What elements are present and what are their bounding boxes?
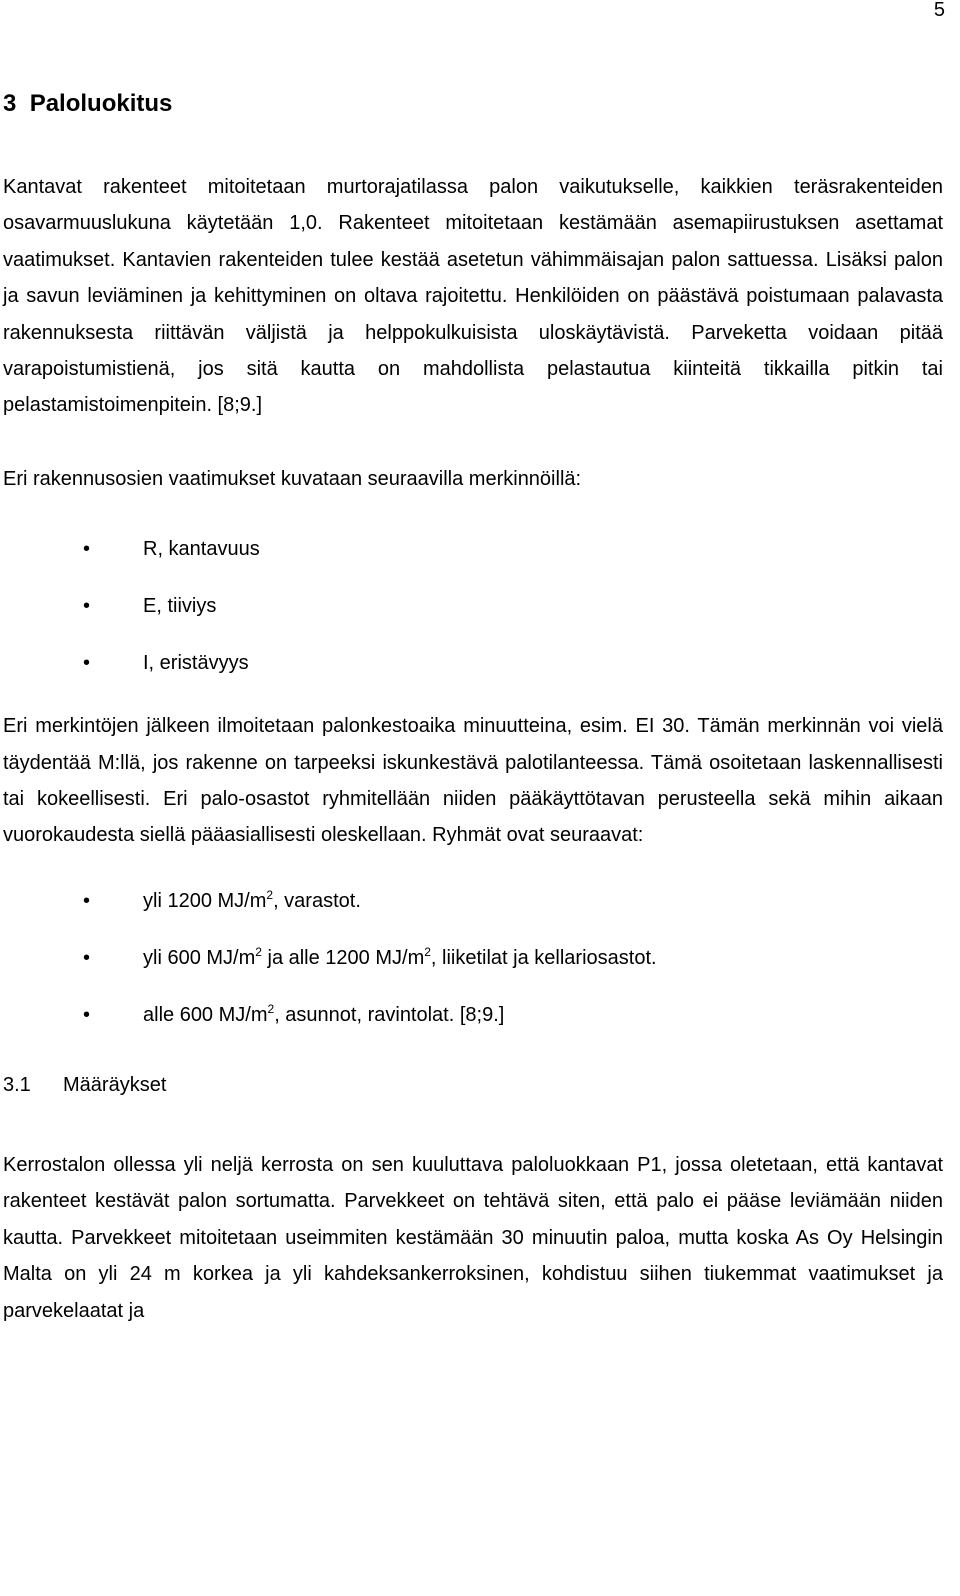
list-item-text: I, eristävyys xyxy=(143,652,249,675)
fire-load-groups-list xyxy=(3,886,943,1057)
list-item xyxy=(3,591,943,648)
bullet-icon: • xyxy=(83,595,91,618)
bullet-icon: • xyxy=(83,889,91,912)
list-item-text: yli 600 $MJ/m^2$ ja alle 1200 $MJ/m^2$, liiketilat ja kellariosastot. xyxy=(143,944,657,969)
bullet-icon: • xyxy=(83,538,91,561)
list-item xyxy=(3,886,943,943)
list-item xyxy=(3,943,943,1000)
list-item-text: R, kantavuus xyxy=(143,538,260,561)
section-heading xyxy=(3,86,943,122)
paragraph-regulations: Kerrostalon ollessa yli neljä kerrosta on sen kuuluttava paloluokkaan P1, jossa oletetaan, että kantavat rakenteet kestävät palon sortumatta. Parvekkeet on tehtävä siten, että palo ei pääse leviämään niiden kautta. Parvekkeet mitoitetaan useimmiten kestämään 30 minuutin paloa, mutta koska As Oy Helsingin Malta on yli 24 m korkea ja yli kahdeksankerroksinen, kohdistuu siihen tiukemmat vaatimukset ja parvekelaatat ja xyxy=(3,1153,943,1322)
markings-list xyxy=(3,534,943,705)
list-item-text: alle 600 $MJ/m^2$, asunnot, ravintolat. [8;9.] xyxy=(143,1001,505,1026)
bullet-icon: • xyxy=(83,652,91,675)
paragraph-markings-intro: Eri rakennusosien vaatimukset kuvataan seuraavilla merkinnöillä: xyxy=(3,467,582,490)
subsection-heading xyxy=(3,1069,943,1101)
subsection-title: Määräykset xyxy=(63,1073,167,1096)
list-item xyxy=(3,648,943,705)
page-number: 5 xyxy=(933,0,945,21)
bullet-icon: • xyxy=(83,1003,91,1026)
section-title: Paloluokitus xyxy=(29,90,173,117)
section-number: 3 xyxy=(3,90,17,117)
subsection-number: 3.1 xyxy=(3,1073,31,1096)
paragraph-fire-classes: Eri merkintöjen jälkeen ilmoitetaan palonkestoaika minuutteina, esim. EI 30. Tämän merkinnän voi vielä täydentää M:llä, jos rakenne on tarpeeksi iskunkestävä palotilanteessa. Tämä osoitetaan laskennallisesti tai kokeellisesti. Eri palo-osastot ryhmitellään niiden pääkäyttötavan perusteella sekä mihin aikaan vuorokaudesta siellä pääasiallisesti oleskellaan. Ryhmät ovat seuraavat: xyxy=(3,715,943,847)
list-item xyxy=(3,1000,943,1057)
list-item-text: yli 1200 $MJ/m^2$, varastot. xyxy=(143,887,361,912)
bullet-icon: • xyxy=(83,946,91,969)
document-body xyxy=(3,86,943,1329)
list-item xyxy=(3,534,943,591)
list-item-text: E, tiiviys xyxy=(143,595,217,618)
paragraph-fire-requirements: Kantavat rakenteet mitoitetaan murtorajatilassa palon vaikutukselle, kaikkien teräsrakenteiden osavarmuuslukuna käytetään 1,0. Rakenteet mitoitetaan kestämään asemapiirustuksen asettamat vaatimukset. Kantavien rakenteiden tulee kestää asetetun vähimmäisajan palon sattuessa. Lisäksi palon ja savun leviäminen ja kehittyminen on oltava rajoitettu. Henkilöiden on päästävä poistumaan palavasta rakennuksesta riittävän väljistä ja helppokulkuisista uloskäytävistä. Parveketta voidaan pitää varapoistumistienä, jos sitä kautta on mahdollista pelastautua kiinteitä tikkailla pitkin tai pelastamistoimenpitein. [8;9.] xyxy=(3,176,943,417)
